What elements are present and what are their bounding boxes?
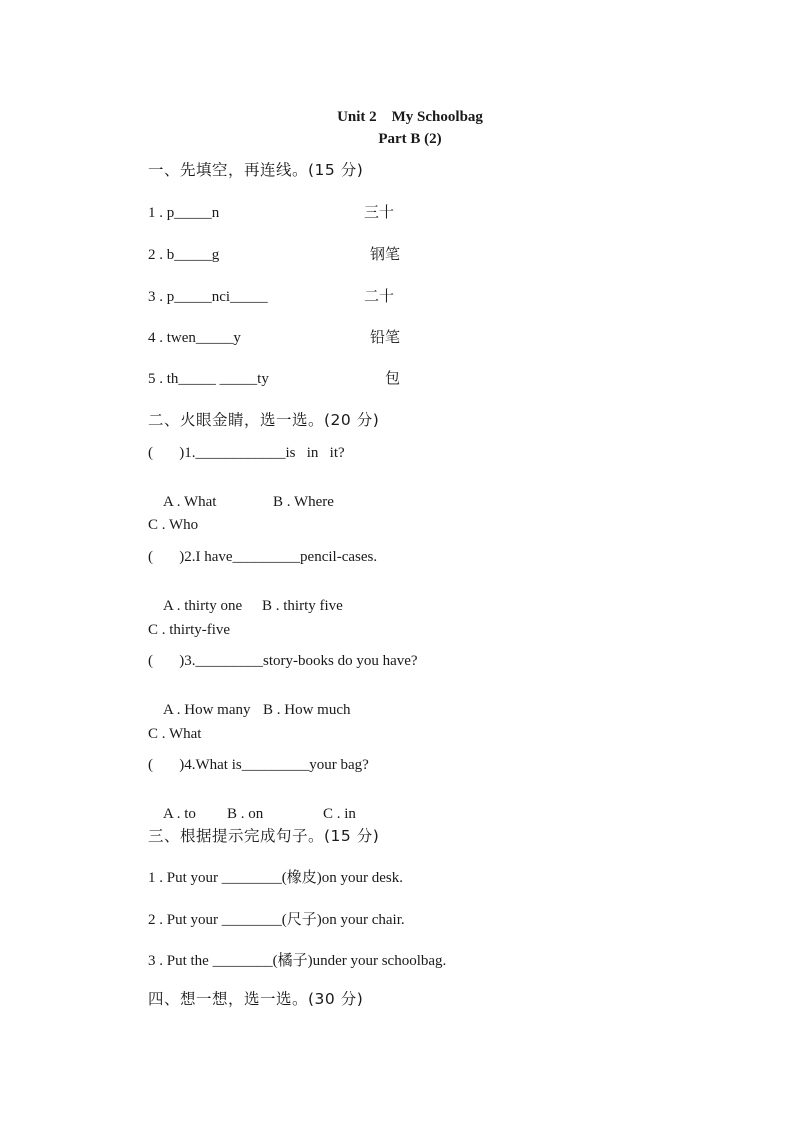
match-item-cn-5: 包 [385, 369, 401, 387]
question-3-option-c: C . What [148, 726, 202, 742]
worksheet-subtitle: Part B (2) [378, 131, 442, 147]
match-item-cn-2: 钢笔 [370, 245, 401, 263]
match-item-cn-1: 三十 [364, 203, 395, 221]
question-4-option-a: A . to [163, 806, 196, 822]
section4-heading: 四、想一想，选一选。(30 分) [148, 990, 364, 1008]
section2-heading: 二、火眼金睛，选一选。(20 分) [148, 411, 380, 429]
question-1-stem: ( )1.____________is in it? [148, 445, 345, 461]
question-2-stem: ( )2.I have_________pencil-cases. [148, 549, 378, 565]
question-3-stem: ( )3._________story-books do you have? [148, 653, 418, 669]
match-item-en-4: 4 . twen_____y [148, 330, 241, 346]
match-item-en-1: 1 . p_____n [148, 205, 220, 221]
question-2-option-a: A . thirty one [163, 598, 243, 614]
sentence-item-3: 3 . Put the ________(橘子)under your schoolbag. [148, 953, 447, 969]
question-3-option-b: B . How much [263, 702, 351, 718]
match-item-cn-3: 二十 [364, 287, 395, 305]
worksheet-title: Unit 2 My Schoolbag [337, 109, 483, 125]
question-1-option-c: C . Who [148, 517, 199, 533]
match-item-en-5: 5 . th_____ _____ty [148, 371, 269, 387]
sentence-item-1: 1 . Put your ________(橡皮)on your desk. [148, 870, 403, 886]
question-2-option-c: C . thirty-five [148, 622, 231, 638]
question-3-option-a: A . How many [163, 702, 251, 718]
match-item-en-2: 2 . b_____g [148, 247, 220, 263]
section3-heading: 三、根据提示完成句子。(15 分) [148, 827, 380, 845]
question-1-option-b: B . Where [273, 494, 334, 510]
question-1-option-a: A . What [163, 494, 217, 510]
section1-heading: 一、先填空，再连线。(15 分) [148, 161, 364, 179]
match-item-cn-4: 铅笔 [370, 328, 401, 346]
sentence-item-2: 2 . Put your ________(尺子)on your chair. [148, 912, 405, 928]
match-item-en-3: 3 . p_____nci_____ [148, 289, 268, 305]
question-2-option-b: B . thirty five [262, 598, 343, 614]
question-4-option-c: C . in [323, 806, 356, 822]
question-4-option-b: B . on [227, 806, 264, 822]
question-4-stem: ( )4.What is_________your bag? [148, 757, 369, 773]
